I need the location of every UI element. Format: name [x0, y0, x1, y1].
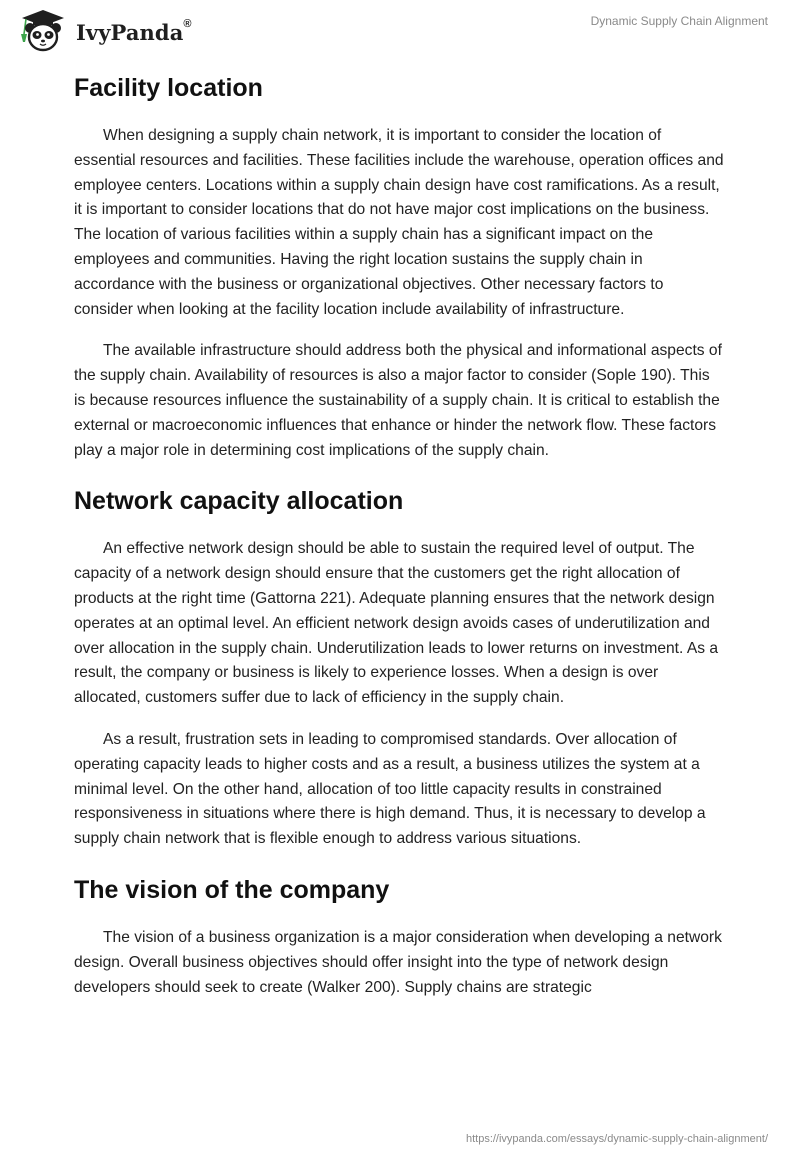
paragraph: As a result, frustration sets in leading to compromised standards. Over allocation of operating capacity leads to higher costs and as a result, a business utilizes the system at a minimal level. On the other hand, allocation of too little capacity results in constrained responsiveness in situations where there is high demand. Thus, it is necessary to develop a supply chain network that is flexible enough to address various situations.: [74, 730, 706, 848]
paragraph: The vision of a business organization is a major consideration when developing a network design. Overall business objectives should offer insight into the type of network design developers should seek to create (Walker 200). Supply chains are strategic: [74, 928, 722, 996]
section-heading-vision-of-company: The vision of the company: [74, 875, 390, 904]
section-heading-facility-location: Facility location: [74, 74, 263, 102]
paragraph: The available infrastructure should address both the physical and informational aspects of the supply chain. Availability of resources is also a major factor to consider (Sople 190). This is because resources influence the sustainability of a supply chain. It is critical to establish the external or macroeconomic influences that enhance or hinder the network flow. These factors play a major role in determining cost implications of the supply chain.: [74, 342, 722, 459]
page-header: [0, 0, 800, 60]
registered-mark: ®: [183, 17, 192, 30]
section-heading-network-capacity-allocation: Network capacity allocation: [74, 487, 404, 516]
panda-graduate-icon: [14, 8, 72, 54]
logo-wordmark: [76, 17, 192, 45]
source-url[interactable]: https://ivypanda.com/essays/dynamic-supply-chain-alignment/: [465, 1133, 768, 1145]
logo-text: IvyPanda: [76, 19, 184, 45]
paragraph: When designing a supply chain network, it is important to consider the location of essential resources and facilities. These facilities include the warehouse, operation offices and employee centers. Locations within a supply chain design have cost ramifications. As a result, it is important to consider locations that do not have major cost implications on the business. The location of various facilities within a supply chain has a significant impact on the employees and communities. Having the right location sustains the supply chain in accordance with the business or organizational objectives. Other necessary factors to consider when looking at the facility location include availability of infrastructure.: [74, 127, 724, 318]
article-body: [74, 70, 724, 1017]
ivypanda-logo[interactable]: [14, 8, 192, 54]
document-title: Dynamic Supply Chain Alignment: [590, 14, 768, 28]
paragraph: An effective network design should be able to sustain the required level of output. The capacity of a network design should ensure that the customers get the right allocation of products at the right time (Gattorna 221). Adequate planning ensures that the network design operates at an optimal level. An efficient network design avoids cases of underutilization and over allocation in the supply chain. Underutilization leads to lower returns on investment. As a result, the company or business is likely to experience losses. When a design is over allocated, customers suffer due to lack of efficiency in the supply chain.: [74, 540, 719, 707]
